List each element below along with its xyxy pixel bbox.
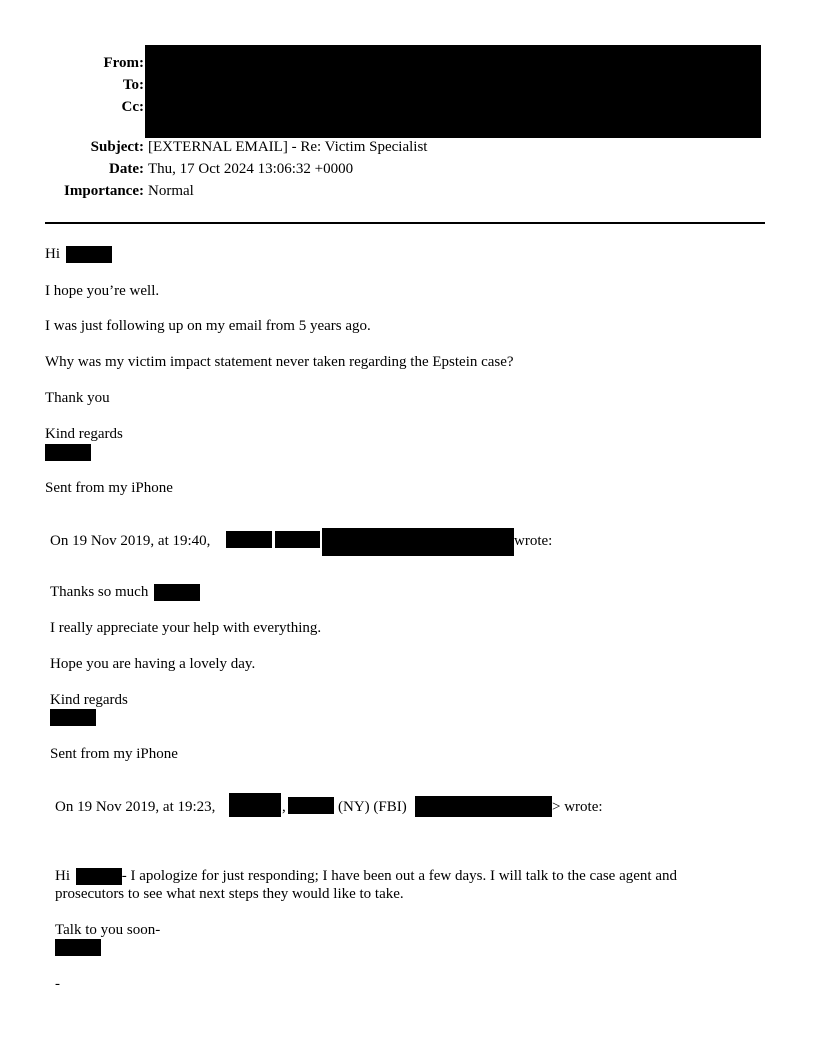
redaction-signature xyxy=(45,444,91,461)
signoff: Kind regards xyxy=(45,426,123,442)
redaction-sender-first xyxy=(226,531,272,548)
greeting-line xyxy=(45,246,112,263)
body-line: I hope you’re well. xyxy=(45,283,160,299)
body-text: - I apologize for just responding; I have been out a few days. I will talk to the case agent and xyxy=(121,868,677,884)
attribution-suffix: wrote: xyxy=(514,533,553,549)
attribution-comma: , xyxy=(282,799,286,815)
body-line: prosecutors to see what next steps they would like to take. xyxy=(55,886,404,902)
date-label: Date: xyxy=(109,161,144,177)
attribution-prefix: On 19 Nov 2019, at 19:23, xyxy=(55,799,216,815)
redaction-recipients-block xyxy=(145,45,761,138)
trailing-dash: - xyxy=(55,976,60,992)
redaction-name xyxy=(66,246,112,263)
redaction-name xyxy=(76,868,122,885)
body-line: I really appreciate your help with everything. xyxy=(50,620,322,636)
greeting-text: Hi xyxy=(55,868,70,884)
header-divider xyxy=(45,222,765,224)
date-value: Thu, 17 Oct 2024 13:06:32 +0000 xyxy=(148,161,354,177)
sent-from-line: Sent from my iPhone xyxy=(50,746,178,762)
redaction-sender-last xyxy=(288,797,334,814)
redaction-signature xyxy=(55,939,101,956)
subject-label: Subject: xyxy=(90,139,144,155)
body-line: Hope you are having a lovely day. xyxy=(50,656,256,672)
greeting-text: Thanks so much xyxy=(50,584,149,600)
redaction-sender-first xyxy=(229,793,281,817)
attribution-suffix: > wrote: xyxy=(552,799,603,815)
closing-line: Talk to you soon- xyxy=(55,922,161,938)
cc-label: Cc: xyxy=(121,99,144,115)
greeting-line xyxy=(50,584,200,601)
body-line xyxy=(55,868,677,885)
to-label: To: xyxy=(122,77,144,93)
subject-value: [EXTERNAL EMAIL] - Re: Victim Specialist xyxy=(148,139,428,155)
redaction-sender-email xyxy=(415,796,552,817)
quote-attribution xyxy=(50,533,210,550)
body-line: I was just following up on my email from 5 years ago. xyxy=(45,318,371,334)
redaction-signature xyxy=(50,709,96,726)
attribution-agency: (NY) (FBI) xyxy=(338,799,407,815)
body-line: Thank you xyxy=(45,390,110,406)
sent-from-line: Sent from my iPhone xyxy=(45,480,173,496)
importance-value: Normal xyxy=(148,183,194,199)
redaction-name xyxy=(154,584,200,601)
signoff: Kind regards xyxy=(50,692,128,708)
redaction-sender-last xyxy=(275,531,320,548)
from-label: From: xyxy=(103,55,144,71)
attribution-prefix: On 19 Nov 2019, at 19:40, xyxy=(50,533,211,549)
greeting-text: Hi xyxy=(45,246,60,262)
importance-label: Importance: xyxy=(64,183,144,199)
redaction-sender-email xyxy=(322,528,514,556)
body-line: Why was my victim impact statement never taken regarding the Epstein case? xyxy=(45,354,514,370)
